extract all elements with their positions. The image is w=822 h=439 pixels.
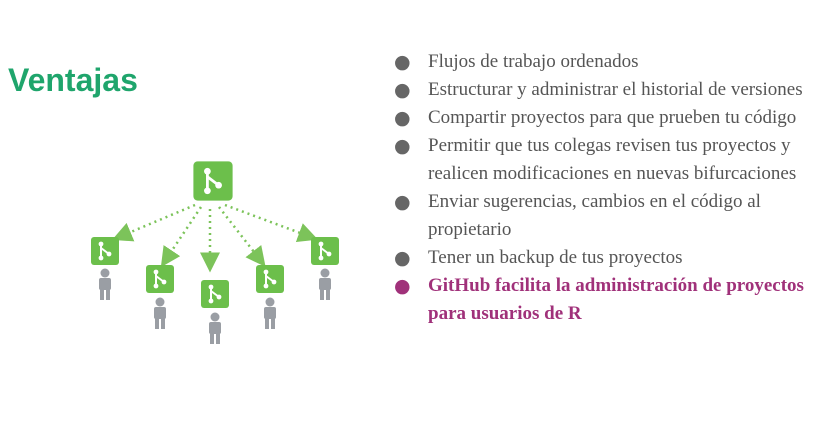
bullet-dot-icon: ●	[394, 107, 411, 129]
git-logo-icon-3	[201, 280, 229, 308]
git-logo-icon-5	[311, 237, 339, 265]
bullet-item: ● Compartir proyectos para que prueben tu código	[392, 104, 817, 132]
bullet-dot-icon: ●	[394, 79, 411, 101]
git-distribution-diagram	[85, 155, 345, 355]
bullet-item: ● Permitir que tus colegas revisen tus proyectos y realicen modificaciones en nuevas bifurcaciones	[392, 132, 817, 188]
advantages-list	[392, 48, 817, 328]
person-icon-1	[99, 269, 111, 301]
git-logo-icon-4	[256, 265, 284, 293]
bullet-item: ● Flujos de trabajo ordenados	[392, 48, 817, 76]
bullet-item: ● Enviar sugerencias, cambios en el código al propietario	[392, 188, 817, 244]
bullet-dot-icon: ●	[394, 135, 411, 157]
git-logo-icon-main	[193, 161, 233, 201]
person-icon-4	[264, 298, 276, 330]
person-icon-2	[154, 298, 166, 330]
arrow-2	[165, 207, 201, 261]
bullet-dot-icon: ●	[394, 275, 411, 297]
slide-title: Ventajas	[8, 62, 138, 98]
person-icon-3	[209, 313, 221, 345]
git-logo-icon-2	[146, 265, 174, 293]
bullet-dot-icon: ●	[394, 191, 411, 213]
bullet-item-highlight: ● GitHub facilita la administración de proyectos para usuarios de R	[392, 272, 817, 328]
person-icon-5	[319, 269, 331, 301]
bullet-item: ● Tener un backup de tus proyectos	[392, 244, 817, 272]
bullet-dot-icon: ●	[394, 51, 411, 73]
dotted-arrows	[119, 205, 311, 265]
bullet-dot-icon: ●	[394, 247, 411, 269]
bullet-item: ● Estructurar y administrar el historial de versiones	[392, 76, 817, 104]
git-logo-icon-1	[91, 237, 119, 265]
